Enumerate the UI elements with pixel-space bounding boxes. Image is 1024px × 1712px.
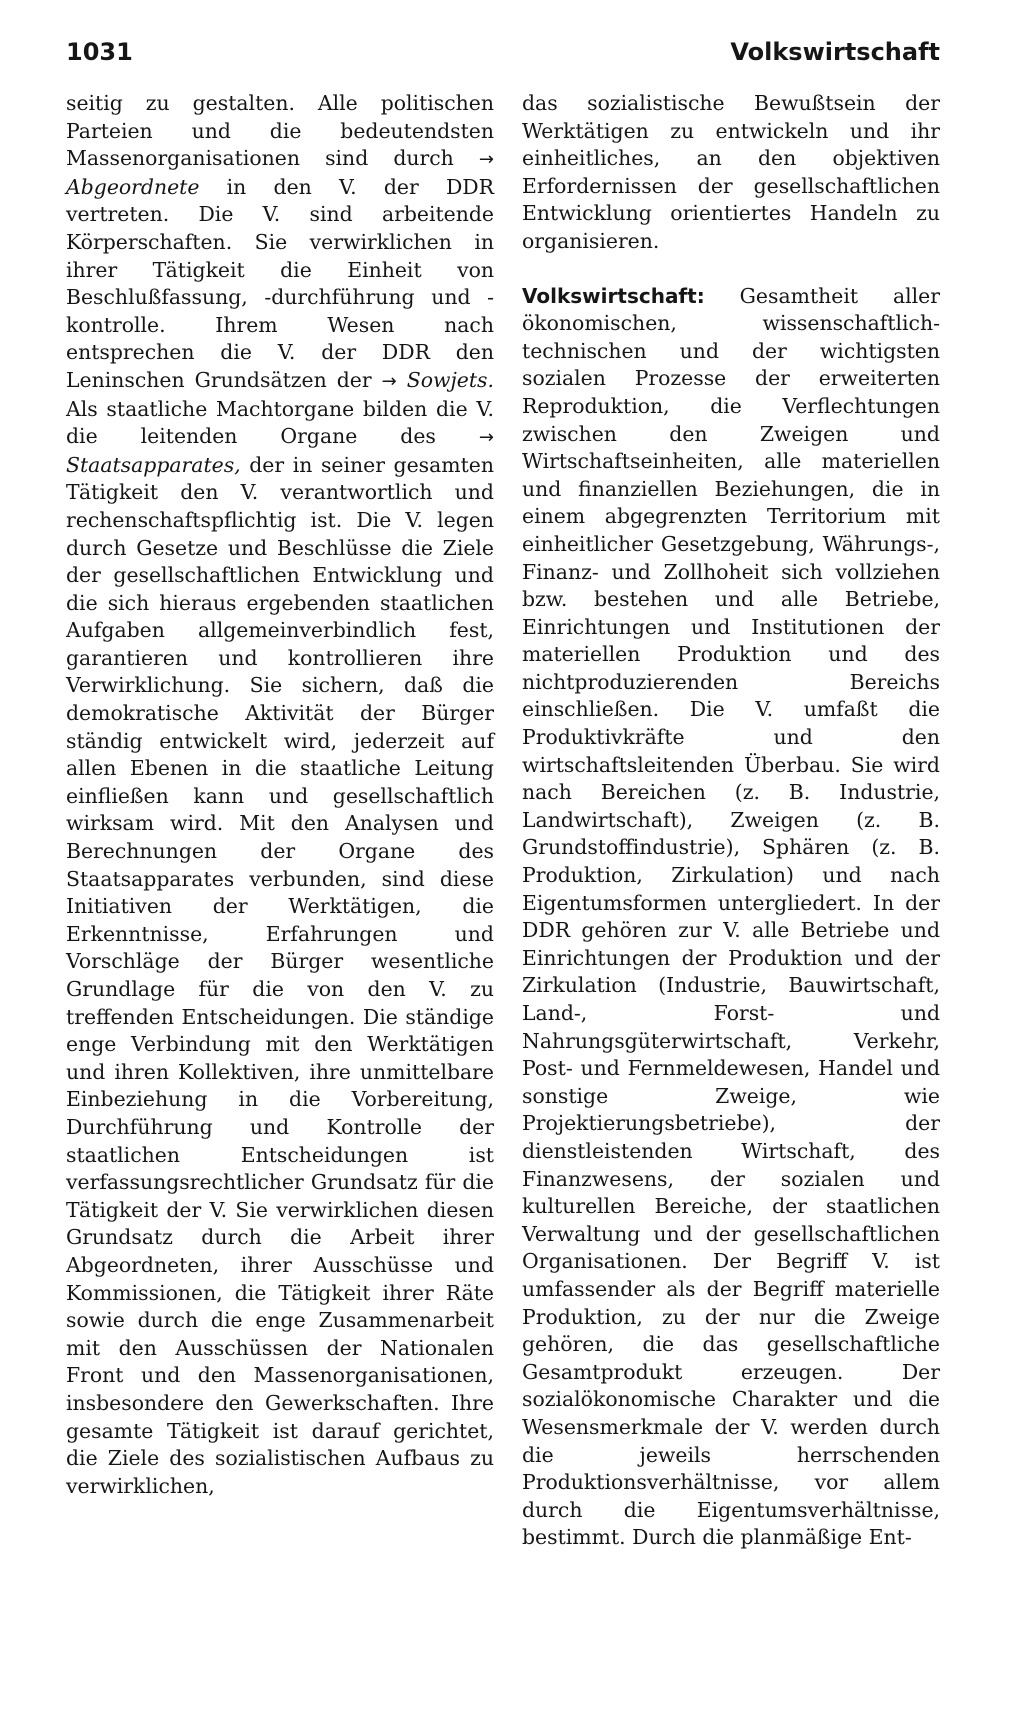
text-segment: seitig zu gestalten. Alle politischen Parteien und die bedeutendsten Massenorganisationen sind durch [66,91,494,171]
cross-reference-arrow-icon: → [478,149,494,171]
cross-reference-arrow-icon: → [478,427,494,449]
continuation-paragraph: das sozialistische Bewußtsein der Werktätigen zu entwickeln und ihr einheitliches, an den objektiven Erfordernissen der gesellschaftlichen Entwicklung orientiertes Handeln zu organisieren. [522,91,940,253]
running-head: Volkswirtschaft [730,38,940,66]
page-header [66,34,940,70]
text-segment: Als staatliche Machtorgane bilden die V. die leitenden Organe des [66,396,494,449]
cross-reference-staatsapparates[interactable]: Staatsapparates, [66,452,241,477]
page-number: 1031 [66,38,133,66]
text-segment: der in seiner gesamten Tätigkeit den V. verantwortlich und rechenschaftspflichtig ist. Die V. legen durch Gesetze und Beschlüsse die Ziele der gesellschaftlichen Entwicklung und die sich hieraus ergebenden staatlichen Aufgaben allgemeinverbindlich fest, garantieren und kontrollieren ihre Verwirklichung. Sie sichern, daß die demokratische Aktivität der Bürger ständig entwickelt wird, jederzeit auf allen Ebenen in die staatliche Leitung einfließen kann und gesellschaftlich wirksam wird. Mit den Analysen und Berechnungen der Organe des Staatsapparates verbunden, sind diese Initiativen der Werktätigen, die Erkenntnisse, Erfahrungen und Vorschläge der Bürger wesentliche Grundlage für die von den V. zu treffenden Entscheidungen. Die ständige enge Verbindung mit den Werktätigen und ihren Kollektiven, ihre unmittelbare Einbeziehung in die Vorbereitung, Durchführung und Kontrolle der staatlichen Entscheidungen ist verfassungsrechtlicher Grundsatz für die Tätigkeit der V. Sie verwirklichen diesen Grundsatz durch die Arbeit ihrer Abgeordneten, ihrer Ausschüsse und Kommissionen, die Tätigkeit ihrer Räte sowie durch die enge Zusammenarbeit mit den Ausschüssen der Nationalen Front und den Massenorganisationen, insbesondere den Gewerkschaften. Ihre gesamte Tätigkeit ist darauf gerichtet, die Ziele des sozialistischen Aufbaus zu verwirklichen, [66,452,494,1498]
dictionary-entry-volkswirtschaft [522,283,940,1552]
cross-reference-arrow-icon: → [381,370,397,392]
cross-reference-abgeordnete[interactable]: Abgeordnete [66,174,200,199]
text-segment: in den V. der DDR vertreten. Die V. sind arbeitende Körperschaften. Sie verwirklichen in ihrer Tätigkeit die Einheit von Beschlußfassung, -durchführung und -kontrolle. Ihrem Wesen nach entsprechen die V. der DDR den Leninschen Grundsätzen der [66,174,494,392]
entry-text: Gesamtheit aller ökonomischen, wissenschaftlich-technischen und der wichtigsten sozialen Prozesse der erweiterten Reproduktion, die Verflechtungen zwischen den Zweigen und Wirtschaftseinheiten, alle materiellen und finanziellen Beziehungen, die in einem abgegrenzten Territorium mit einheitlicher Gesetzgebung, Währungs-, Finanz- und Zollhoheit sich vollziehen bzw. bestehen und alle Betriebe, Einrichtungen und Institutionen der materiellen Produktion und des nichtproduzierenden Bereichs einschließen. Die V. umfaßt die Produktivkräfte und den wirtschaftsleitenden Überbau. Sie wird nach Bereichen (z. B. Industrie, Landwirtschaft), Zweigen (z. B. Grundstoffindustrie), Sphären (z. B. Produktion, Zirkulation) und nach Eigentumsformen untergliedert. In der DDR gehören zur V. alle Betriebe und Einrichtungen der Produktion und der Zirkulation (Industrie, Bauwirtschaft, Land-, Forst- und Nahrungsgüterwirtschaft, Verkehr, Post- und Fernmeldewesen, Handel und sonstige Zweige, wie Projektierungsbetriebe), der dienstleistenden Wirtschaft, des Finanzwesens, der sozialen und kulturellen Bereiche, der staatlichen Verwaltung und der gesellschaftlichen Organisationen. Der Begriff V. ist umfassender als der Begriff materielle Produktion, zu der nur die Zweige gehören, die das gesellschaftliche Gesamtprodukt erzeugen. Der sozialökonomische Charakter und die Wesensmerkmale der V. werden durch die jeweils herrschenden Produktionsverhältnisse, vor allem durch die Eigentumsverhältnisse, bestimmt. Durch die planmäßige Ent- [522,283,940,1550]
entry-headword: Volkswirtschaft: [522,283,705,308]
left-column [66,90,494,1500]
right-column [522,90,940,1552]
cross-reference-sowjets[interactable]: Sowjets. [406,367,494,392]
left-paragraph [66,90,494,1500]
